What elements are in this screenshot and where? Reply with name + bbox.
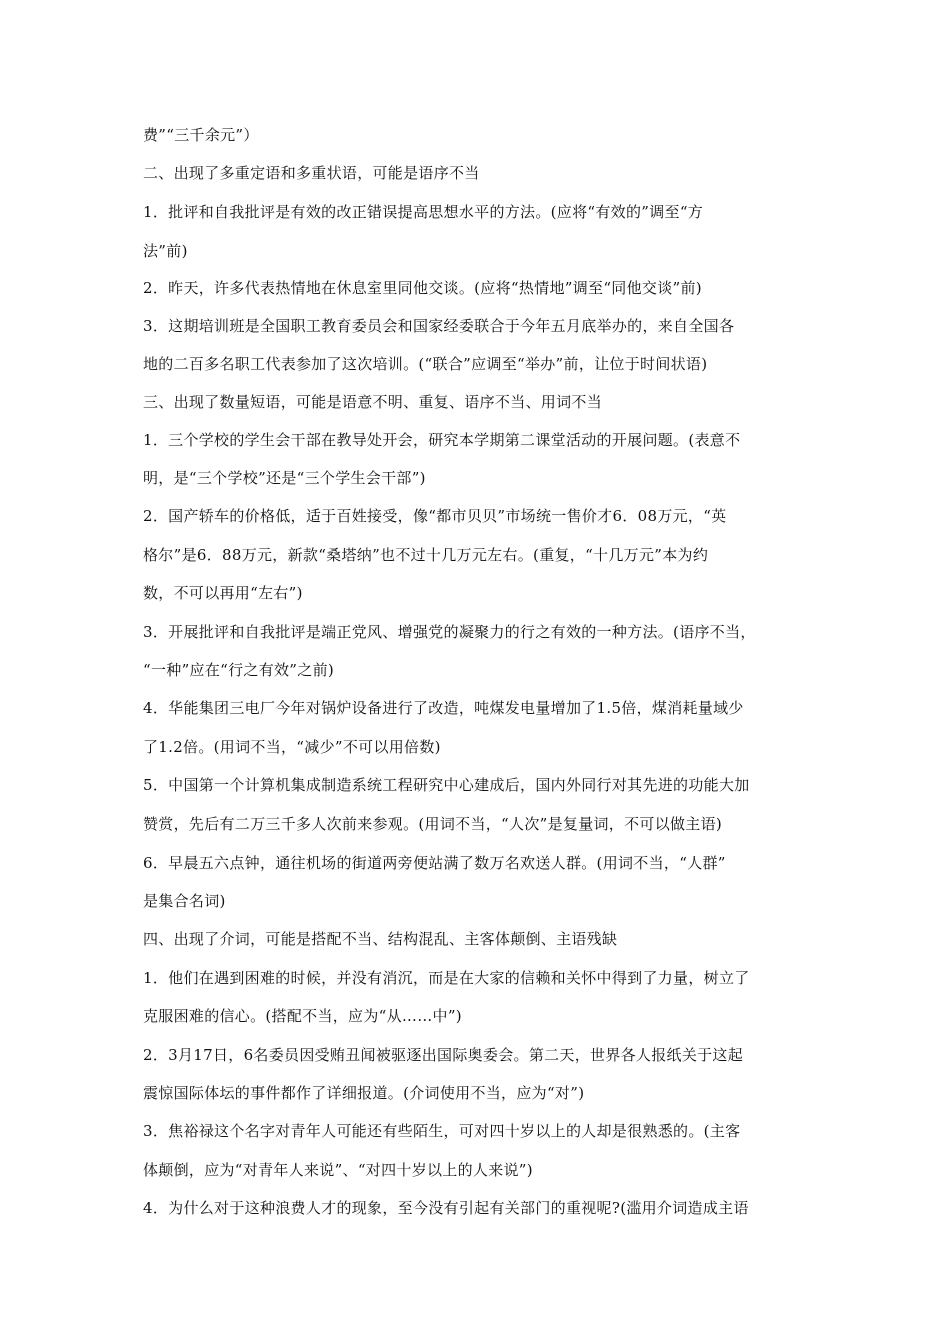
text-line: 赞赏，先后有二万三千多人次前来参观。(用词不当，“人次”是复量词，不可以做主语) (143, 815, 723, 833)
text-line: 5．中国第一个计算机集成制造系统工程研究中心建成后，国内外同行对其先进的功能大加 (143, 776, 750, 794)
text-line: 1．三个学校的学生会干部在教导处开会，研究本学期第二课堂活动的开展问题。(表意不 (143, 431, 741, 449)
text-line: 1．他们在遇到困难的时候，并没有消沉，而是在大家的信赖和关怀中得到了力量，树立了 (143, 969, 750, 987)
section-heading: 四、出现了介词，可能是搭配不当、结构混乱、主客体颠倒、主语残缺 (143, 930, 618, 948)
text-line: 费”“三千余元”） (143, 126, 259, 144)
text-line: “一种”应在“行之有效”之前) (143, 661, 335, 679)
text-line: 4．为什么对于这种浪费人才的现象，至今没有引起有关部门的重视呢?(滥用介词造成主语 (143, 1199, 749, 1217)
text-line: 法”前) (143, 242, 188, 260)
text-line: 2．国产轿车的价格低，适于百姓接受，像“都市贝贝”市场统一售价才6．08万元，“英 (143, 507, 727, 525)
text-line: 克服困难的信心。(搭配不当，应为“从……中”) (143, 1007, 462, 1025)
text-line: 数，不可以再用“左右”) (143, 584, 303, 602)
text-line: 地的二百多名职工代表参加了这次培训。(“联合”应调至“举办”前，让位于时间状语) (143, 355, 708, 373)
text-line: 3．焦裕禄这个名字对青年人可能还有些陌生，可对四十岁以上的人却是很熟悉的。(主客 (143, 1122, 741, 1140)
text-line: 了1.2倍。(用词不当，“减少”不可以用倍数) (143, 738, 441, 756)
text-line: 4．华能集团三电厂今年对锅炉设备进行了改造，吨煤发电量增加了1.5倍，煤消耗量域少 (143, 699, 744, 717)
text-line: 震惊国际体坛的事件都作了详细报道。(介词使用不当，应为“对”) (143, 1084, 585, 1102)
text-line: 格尔”是6．88万元，新款“桑塔纳”也不过十几万元左右。(重复，“十几万元”本为约 (143, 546, 709, 564)
section-heading: 三、出现了数量短语，可能是语意不明、重复、语序不当、用词不当 (143, 393, 603, 411)
text-line: 体颠倒，应为“对青年人来说”、“对四十岁以上的人来说”) (143, 1161, 533, 1179)
text-line: 3．开展批评和自我批评是端正党风、增强党的凝聚力的行之有效的一种方法。(语序不当， (143, 623, 756, 641)
section-heading: 二、出现了多重定语和多重状语，可能是语序不当 (143, 164, 480, 182)
text-line: 6．早晨五六点钟，通往机场的街道两旁便站满了数万名欢送人群。(用词不当，“人群” (143, 854, 726, 872)
text-line: 2．昨天，许多代表热情地在休息室里同他交谈。(应将“热情地”调至“同他交谈”前) (143, 279, 702, 297)
text-line: 是集合名词) (143, 892, 226, 910)
text-line: 3．这期培训班是全国职工教育委员会和国家经委联合于今年五月底举办的，来自全国各 (143, 317, 735, 335)
text-line: 明，是“三个学校”还是“三个学生会干部”) (143, 469, 426, 487)
text-line: 2．3月17日，6名委员因受贿丑闻被驱逐出国际奥委会。第二天，世界各人报纸关于这起 (143, 1046, 744, 1064)
text-line: 1．批评和自我批评是有效的改正错误提高思想水平的方法。(应将“有效的”调至“方 (143, 203, 704, 221)
